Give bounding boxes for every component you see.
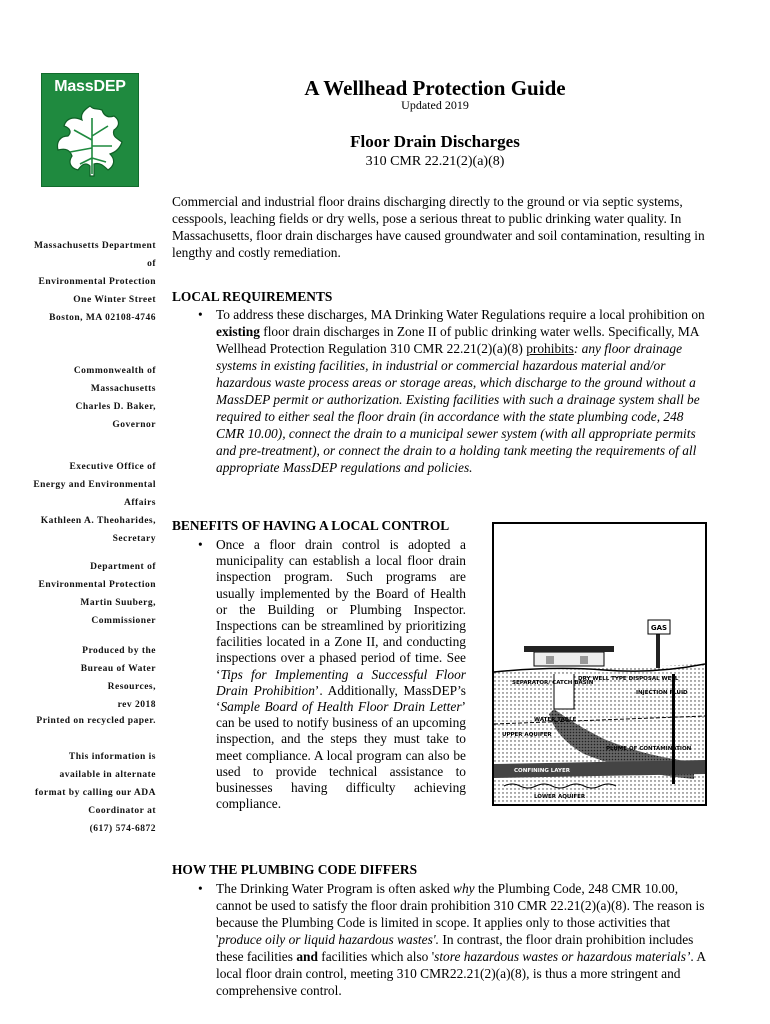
sidebar-secretary	[30, 512, 156, 548]
text-run: The Drinking Water Program is often asked	[216, 881, 454, 896]
text-run: ’. Additionally, MassDEP’s ‘	[216, 682, 467, 715]
groundwater-contamination-illustration	[492, 522, 707, 806]
sidebar-line: Commissioner	[91, 616, 156, 626]
text-run-italic: store hazardous wastes or hazardous materials’	[434, 949, 691, 964]
intro-paragraph: Commercial and industrial floor drains discharging directly to the ground or via septic systems, cesspools, leaching fields or dry wells, pose a serious threat to public drinking water quality. In Massachusetts, floor drain discharges have caused groundwater and soil contamination, resulting in lengthy and costly remediation.	[172, 194, 705, 260]
sidebar-executive-office	[30, 458, 156, 512]
sidebar-line: Environmental Protection	[38, 277, 156, 287]
page-title: A Wellhead Protection Guide	[304, 76, 566, 100]
sidebar-line: One Winter Street	[73, 295, 156, 305]
sidebar-line: Governor	[112, 420, 156, 430]
sidebar-line: available in alternate	[59, 770, 156, 780]
label-injection-fluid: INJECTION FLUID	[636, 690, 688, 696]
text-run: facilities which also '	[317, 949, 435, 964]
sidebar-ada-info	[30, 748, 156, 838]
benefits-bullet	[198, 537, 467, 812]
text-run-italic: : any floor drainage systems in existing facilities, in industrial or commercial hazardous material and/or hazardous waste process areas or storage areas, which discharge to the ground without a MassDEP permit or authorization. Existing facilities with such a drainage system shall be required to either seal the floor drain (in accordance with the state plumbing code, 248 CMR 10.00), connect the drain to a municipal sewer system (with all appropriate permits and pre-treatment), or connect the drain to a holding tank meeting the requirements of all appropriate MassDEP regulations and policies.	[216, 341, 700, 475]
text-run-italic: Tips for Implementing a Successful Floor Drain Prohibition	[216, 666, 466, 698]
label-gas: GAS	[650, 624, 668, 632]
text-run: To address these discharges, MA Drinking Water Regulations require a local prohibition on	[216, 307, 705, 322]
sidebar-line: Boston, MA 02108-4746	[49, 313, 156, 323]
sidebar-line: Resources,	[107, 682, 156, 692]
sidebar-recycled	[30, 712, 156, 730]
sidebar-department	[30, 558, 156, 630]
section-heading-benefits: BENEFITS OF HAVING A LOCAL CONTROL	[172, 518, 450, 533]
sidebar-line: Energy and Environmental	[33, 480, 156, 490]
label-plume: PLUME OF CONTAMINATION	[606, 746, 692, 752]
bullet-icon: •	[198, 307, 203, 322]
illustration-drawing	[494, 524, 705, 804]
plumbing-code-bullet	[198, 880, 706, 999]
label-dry-well: DRY WELL TYPE DISPOSAL WELL	[578, 676, 679, 682]
text-run: the Plumbing Code, 248 CMR 10.00, cannot be used to satisfy the floor drain prohibition 310 CMR 22.21(2)(a)(8). The reason is because the Plumbing Code is limited in scope. It applies only to those activities that '	[216, 881, 705, 947]
sidebar-line: Secretary	[112, 534, 156, 544]
text-run: . A local floor drain control, meeting 310 CMR22.21(2)(a)(8), is thus a more stringent and comprehensive control.	[216, 949, 706, 998]
sidebar-line: Martin Suuberg,	[80, 598, 156, 608]
label-upper-aquifer: UPPER AQUIFER	[502, 732, 552, 738]
massdep-logo	[41, 73, 139, 187]
section-heading-local: LOCAL REQUIREMENTS	[172, 289, 333, 304]
text-run-underline: prohibits	[526, 341, 574, 356]
text-run: ’ can be used to notify business of an upcoming inspection, and the steps they must take to meet compliance. A local program can also be used to provide technical assistance to businesses having difficulty achieving compliance.	[216, 699, 466, 812]
logo-text: MassDEP	[54, 78, 126, 95]
text-run-italic: Sample Board of Health Floor Drain Letter	[220, 699, 462, 715]
bullet-icon: •	[198, 881, 203, 896]
sidebar-line: Bureau of Water	[80, 664, 156, 674]
sidebar-line: Massachusetts Department	[33, 241, 156, 251]
text-run-bold: existing	[216, 324, 260, 339]
text-run: Once a floor drain control is adopted a municipality can establish a local floor drain inspection program. Such programs are usually implemented by the Board of Health or the Building or Plumbing Inspector. Inspections can be streamlined by prioritizing facilities located in a Zone II, and conducting inspections over a phased period of time. See ‘	[216, 537, 466, 682]
label-confining-layer: CONFINING LAYER	[514, 768, 571, 774]
sidebar-line: Executive Office of	[69, 462, 156, 472]
label-separator: SEPARATOR/ CATCH BASIN	[512, 680, 594, 686]
updated-date: Updated 2019	[401, 98, 469, 112]
sidebar-line: format by calling our ADA	[34, 788, 156, 798]
text-run: floor drain discharges in Zone II of public drinking water wells. Specifically, MA Wellhead Protection Regulation 310 CMR 22.21(2)(a)(8)	[216, 324, 699, 356]
sidebar-line: rev 2018	[117, 700, 156, 710]
sidebar-line: Department of	[90, 562, 156, 572]
sidebar-line: Coordinator at	[88, 806, 156, 816]
sidebar-line: Environmental Protection	[38, 580, 156, 590]
local-requirements-bullet	[198, 306, 706, 476]
sidebar-line: Printed on recycled paper.	[36, 716, 156, 726]
sidebar-line: Massachusetts	[90, 384, 156, 394]
page-subtitle: Floor Drain Discharges	[350, 132, 520, 151]
text-run-italic: produce oily or liquid hazardous wastes'.	[218, 932, 440, 947]
sidebar-line: This information is	[68, 752, 156, 762]
section-heading-plumbing: HOW THE PLUMBING CODE DIFFERS	[172, 862, 418, 877]
label-lower-aquifer: LOWER AQUIFER	[534, 794, 586, 800]
text-run-italic: why	[453, 881, 475, 896]
sidebar-line: Kathleen A. Theoharides,	[40, 516, 156, 526]
regulation-citation: 310 CMR 22.21(2)(a)(8)	[365, 154, 505, 169]
sidebar-produced-by	[30, 642, 156, 714]
sidebar-line: Produced by the	[82, 646, 156, 656]
sidebar-line: Charles D. Baker,	[75, 402, 156, 412]
sidebar-agency-address	[30, 237, 156, 327]
text-run: In contrast, the floor drain prohibition includes these facilities	[216, 932, 694, 964]
sidebar-line: Commonwealth of	[73, 366, 156, 376]
sidebar-governor	[30, 362, 156, 434]
sidebar-line: of	[147, 259, 156, 269]
sidebar-line: Affairs	[124, 498, 156, 508]
oak-leaf-icon	[50, 100, 130, 180]
sidebar-line: (617) 574-6872	[89, 824, 156, 834]
label-water-table: WATER TABLE	[534, 717, 577, 723]
text-run-bold: and	[296, 949, 318, 964]
bullet-icon: •	[198, 537, 203, 552]
